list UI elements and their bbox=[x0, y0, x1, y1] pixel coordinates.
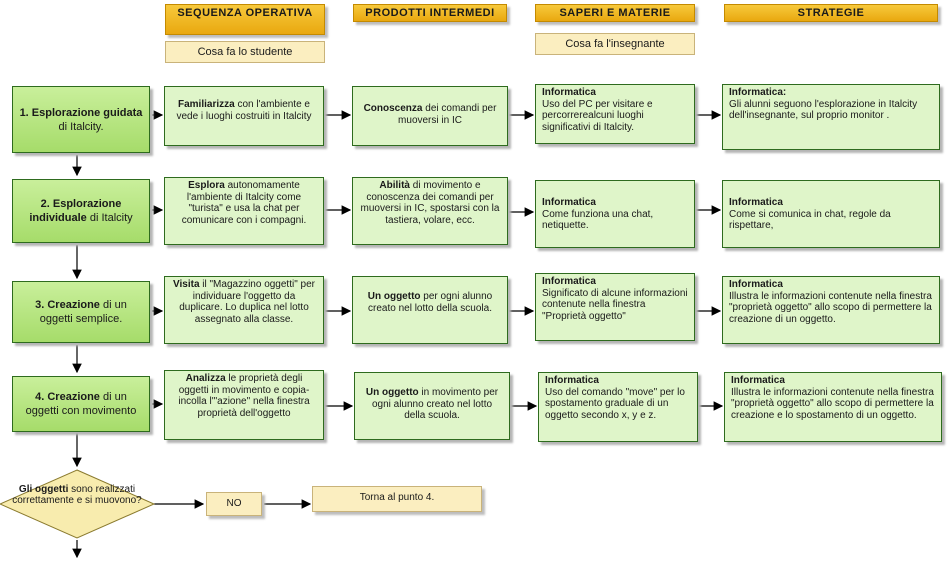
step-3-rest: di un oggetti semplice. bbox=[39, 299, 127, 325]
student-box-3 bbox=[164, 276, 324, 344]
saperi-1-title: Informatica bbox=[542, 87, 596, 98]
step-1-rest: di Italcity. bbox=[58, 120, 104, 133]
student-2-rest: autonomamente l'ambiente di Italcity come "turista" e usa la chat per comunicare con i compagni. bbox=[181, 180, 307, 226]
saperi-box-3 bbox=[535, 273, 695, 341]
strategie-box-1 bbox=[722, 84, 940, 150]
product-box-3 bbox=[352, 276, 508, 344]
saperi-box-4 bbox=[538, 372, 698, 442]
product-3-bold: Un oggetto bbox=[367, 291, 421, 302]
step-4-bold: 4. Creazione bbox=[35, 391, 100, 403]
header-prodotti bbox=[353, 4, 507, 22]
step-box-2 bbox=[12, 179, 150, 243]
header-saperi-text: SAPERI E MATERIE bbox=[559, 7, 671, 19]
step-box-1 bbox=[12, 86, 150, 153]
student-box-2 bbox=[164, 177, 324, 245]
goto-box: Torna al punto 4. bbox=[312, 486, 482, 512]
student-1-bold: Familiarizza bbox=[178, 99, 235, 110]
step-3-bold: 3. Creazione bbox=[35, 299, 100, 311]
student-3-rest: il "Magazzino oggetti" per individuare l'oggetto da duplicare. Lo duplica nel lotto assegnato alla classe. bbox=[179, 279, 315, 325]
saperi-3-text: Significato di alcune informazioni contenute nella finestra "Proprietà oggetto" bbox=[542, 287, 688, 322]
strategie-4-text: Illustra le informazioni contenute nella finestra "proprietà oggetto" allo scopo di permettere la creazione e lo spostamento di un oggetto. bbox=[731, 386, 934, 421]
saperi-4-text: Uso del comando "move" per lo spostamento graduale di un oggetto secondo x, y e z. bbox=[545, 386, 685, 421]
strategie-2-title: Informatica bbox=[729, 197, 783, 208]
product-box-1 bbox=[352, 86, 508, 146]
strategie-3-title: Informatica bbox=[729, 279, 783, 290]
decision-bold: Gli oggetti bbox=[18, 484, 69, 495]
step-4-rest: di un oggetti con movimento bbox=[25, 391, 137, 417]
student-box-1 bbox=[164, 86, 324, 146]
header-sequenza-text: SEQUENZA OPERATIVA bbox=[177, 7, 313, 19]
product-box-4 bbox=[354, 372, 510, 440]
product-1-bold: Conoscenza bbox=[363, 103, 423, 114]
saperi-1-text: Uso del PC per visitare e percorrerealcuni luoghi significativi di Italcity. bbox=[542, 98, 653, 133]
saperi-2-title: Informatica bbox=[542, 197, 596, 208]
saperi-box-2 bbox=[535, 180, 695, 248]
strategie-box-4 bbox=[724, 372, 942, 442]
header-saperi bbox=[535, 4, 695, 22]
student-2-bold: Esplora bbox=[188, 180, 225, 191]
student-3-bold: Visita bbox=[173, 279, 200, 290]
header-sequenza bbox=[165, 4, 325, 35]
product-3-rest: per ogni alunno creato nel lotto della scuola. bbox=[368, 291, 493, 314]
student-4-bold: Analizza bbox=[185, 373, 226, 384]
no-box: NO bbox=[206, 492, 262, 516]
header-strategie-text: STRATEGIE bbox=[797, 7, 865, 19]
saperi-4-title: Informatica bbox=[545, 375, 599, 386]
step-2-rest: di Italcity bbox=[86, 212, 133, 224]
header-strategie bbox=[724, 4, 938, 22]
strategie-1-title: Informatica: bbox=[729, 87, 787, 98]
strategie-4-title: Informatica bbox=[731, 375, 785, 386]
step-2-bold: 2. Esplorazione individuale bbox=[29, 198, 122, 224]
decision-rest: sono realizzati correttamente e si muovono? bbox=[12, 484, 142, 506]
strategie-2-text: Come si comunica in chat, regole da rispettare, bbox=[729, 208, 891, 231]
student-1-rest: con l'ambiente e vede i luoghi costruiti in Italcity bbox=[176, 99, 312, 122]
product-box-2 bbox=[352, 177, 508, 245]
header-prodotti-text: PRODOTTI INTERMEDI bbox=[365, 7, 495, 19]
step-box-4 bbox=[12, 376, 150, 432]
product-1-rest: dei comandi per muoversi in IC bbox=[398, 103, 497, 126]
product-2-bold: Abilità bbox=[379, 180, 410, 191]
subheader-insegnante: Cosa fa l'insegnante bbox=[535, 33, 695, 55]
subheader-studente: Cosa fa lo studente bbox=[165, 41, 325, 63]
strategie-box-2 bbox=[722, 180, 940, 248]
strategie-3-text: Illustra le informazioni contenute nella finestra "proprietà oggetto" allo scopo di permettere la creazione di un oggetto. bbox=[729, 290, 932, 325]
student-4-rest: le proprietà degli oggetti in movimento e copia-incolla l'"azione" nella finestra proprietà dell'oggetto bbox=[178, 373, 310, 419]
product-2-rest: di movimento e conoscenza dei comandi per muoversi in IC, spostarsi con la tastiera, volare, ecc. bbox=[360, 180, 500, 226]
saperi-2-text: Come funziona una chat, netiquette. bbox=[542, 208, 654, 231]
product-4-bold: Un oggetto bbox=[365, 387, 419, 398]
strategie-box-3 bbox=[722, 276, 940, 344]
decision-text bbox=[10, 484, 144, 524]
step-box-3 bbox=[12, 281, 150, 343]
product-4-rest: in movimento per ogni alunno creato nel lotto della scuola. bbox=[371, 387, 499, 421]
step-1-bold: 1. Esplorazione guidata bbox=[19, 106, 143, 119]
strategie-1-text: Gli alunni seguono l'esplorazione in Italcity dell'insegnante, sul proprio monitor . bbox=[729, 98, 918, 121]
saperi-box-1 bbox=[535, 84, 695, 144]
saperi-3-title: Informatica bbox=[542, 276, 596, 287]
student-box-4 bbox=[164, 370, 324, 440]
